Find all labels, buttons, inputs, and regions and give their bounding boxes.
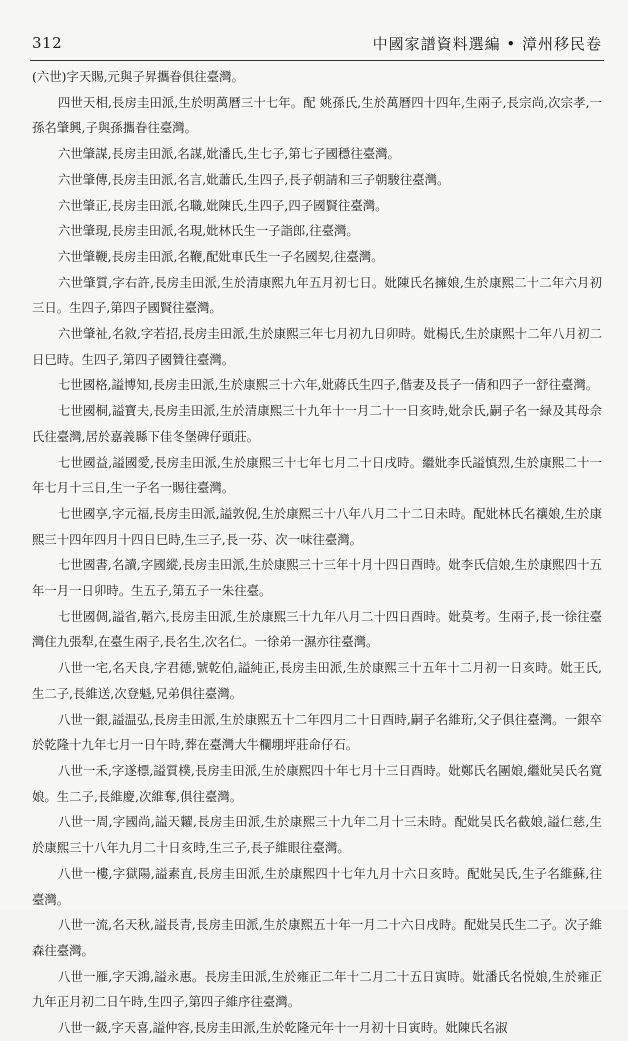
page-number: 312: [32, 34, 63, 52]
genealogy-text-body: [32, 64, 602, 1041]
genealogy-entry-paragraph: 八世一雁,字天鴻,謚永惠。長房圭田派,生於雍正二年十二月二十五日寅時。妣潘氏名悦娘,生於雍正九年正月初二日午時,生四子,第四子維序往臺灣。: [32, 968, 602, 1010]
genealogy-entry-paragraph: 六世肇鞭,長房圭田派,名鞭,配妣車氏生一子名國契,往臺灣。: [58, 248, 384, 264]
genealogy-entry-paragraph: 六世肇傳,長房圭田派,名言,妣蕭氏,生四子,長子朝請和三子朝駿往臺灣。: [58, 171, 450, 187]
genealogy-entry-paragraph: 七世國倜,謚省,韜六,長房圭田派,生於康熙三十九年八月二十四日酉時。妣莫考。生兩子,長一徐往臺灣住九張犁,在臺生兩子,長名生,次名仁。一徐弟一濕亦往臺灣。: [32, 608, 602, 650]
genealogy-entry-paragraph: 八世一流,名天秋,謚長青,長房圭田派,生於康熙五十年一月二十六日戌時。配妣吴氏生二子。次子維森往臺灣。: [32, 917, 602, 958]
genealogy-entry-paragraph: 七世國書,名讀,字國縱,長房圭田派,生於康熙三十三年十月十四日酉時。妣李氏信娘,生於康熙四十五年一月一日卯時。生五子,第五子一朱往臺。: [32, 557, 602, 599]
page-header: [30, 30, 604, 61]
genealogy-entry-paragraph: 六世肇現,長房圭田派,名現,妣林氏生一子詣郎,往臺灣。: [58, 223, 359, 239]
genealogy-entry-paragraph: 七世國桐,謚寶夫,長房圭田派,生於清康熙三十九年十一月二十一日亥時,妣佘氏,嗣子名一緑及其母佘氏往臺灣,居於嘉義縣下佳冬堡碑仔頭莊。: [32, 403, 602, 444]
genealogy-entry-paragraph: (六世)字天賜,元與子昇攜眷俱往臺灣。: [32, 69, 244, 84]
genealogy-entry-paragraph: 八世一樓,字獄陽,謚素直,長房圭田派,生於康熙四十七年九月十六日亥時。配妣吴氏,生子名維蘇,往臺灣。: [32, 865, 602, 907]
genealogy-entry-paragraph: 七世國格,謚博知,長房圭田派,生於康熙三十六年,妣蔣氏生四子,偕妻及長子一倩和四子一舒往臺灣。: [58, 377, 599, 393]
genealogy-entry-paragraph: 六世肇質,字右許,長房圭田派,生於清康熙九年五月初七日。妣陳氏名擁娘,生於康熙二十二年六月初三日。生四子,第四子國賢往臺灣。: [32, 274, 602, 316]
genealogy-entry-paragraph: 六世肇正,長房圭田派,名職,妣陳氏,生四子,四子國賢往臺灣。: [58, 197, 388, 213]
genealogy-entry-paragraph: 八世一宅,名天良,字君德,號乾伯,謚純正,長房圭田派,生於康熙三十五年十二月初一日亥時。妣王氏,生二子,長維送,次登魁,兄弟俱往臺灣。: [32, 660, 602, 701]
genealogy-entry-paragraph: 六世肇祉,名敘,字若招,長房圭田派,生於康熙三年七月初九日卯時。妣楊氏,生於康熙十二年八月初二日巳時。生四子,第四子國贊往臺灣。: [32, 326, 602, 367]
genealogy-entry-paragraph: 七世國享,字元福,長房圭田派,謚敦倪,生於康熙三十八年八月二十二日未時。配妣林氏名禳娘,生於康熙三十四年四月十四日巳時,生三子,長一芬、次一味往臺灣。: [32, 505, 602, 547]
genealogy-entry-paragraph: 七世國益,謚國愛,長房圭田派,生於康熙三十七年七月二十日戌時。繼妣李氏謚慎烈,生於康熙二十一年七月十三日,生一子名一賜往臺灣。: [32, 454, 602, 496]
genealogy-entry-paragraph: 八世一周,字國尚,謚天糶,長房圭田派,生於康熙三十九年二月十三未時。配妣吴氏名截娘,謚仁慈,生於康熙三十八年九月二十日亥時,生三子,長子維眼往臺灣。: [32, 814, 602, 856]
genealogy-entry-paragraph: 六世肇謀,長房圭田派,名謀,妣潘氏,生七子,第七子國穩往臺灣。: [58, 146, 400, 162]
genealogy-entry-paragraph: 八世一禾,字遂標,謚質樸,長房圭田派,生於康熙四十年七月十三日酉時。妣鄭氏名團娘,繼妣吴氏名寬娘。生二子,長維慶,次維奪,俱往臺灣。: [32, 762, 602, 804]
genealogy-entry-paragraph: 四世天相,長房圭田派,生於明萬曆三十七年。配 姚孫氏,生於萬曆四十四年,生兩子,長宗尚,次宗孝,一孫名肇興,子與孫攜眷往臺灣。: [32, 94, 602, 136]
running-title: 中國家譜資料選編 • 漳州移民卷: [372, 35, 602, 53]
genealogy-entry-paragraph: 八世一鈒,字天喜,謚仲容,長房圭田派,生於乾隆元年十一月初十日寅時。妣陳氏名淑: [58, 1020, 508, 1036]
genealogy-entry-paragraph: 八世一銀,謚温弘,長房圭田派,生於康熙五十二年四月二十日酉時,嗣子名維珩,父子俱往臺灣。一銀卒於乾隆十九年七月一日午時,葬在臺灣大牛欄堋坪莊命仔石。: [32, 711, 602, 753]
